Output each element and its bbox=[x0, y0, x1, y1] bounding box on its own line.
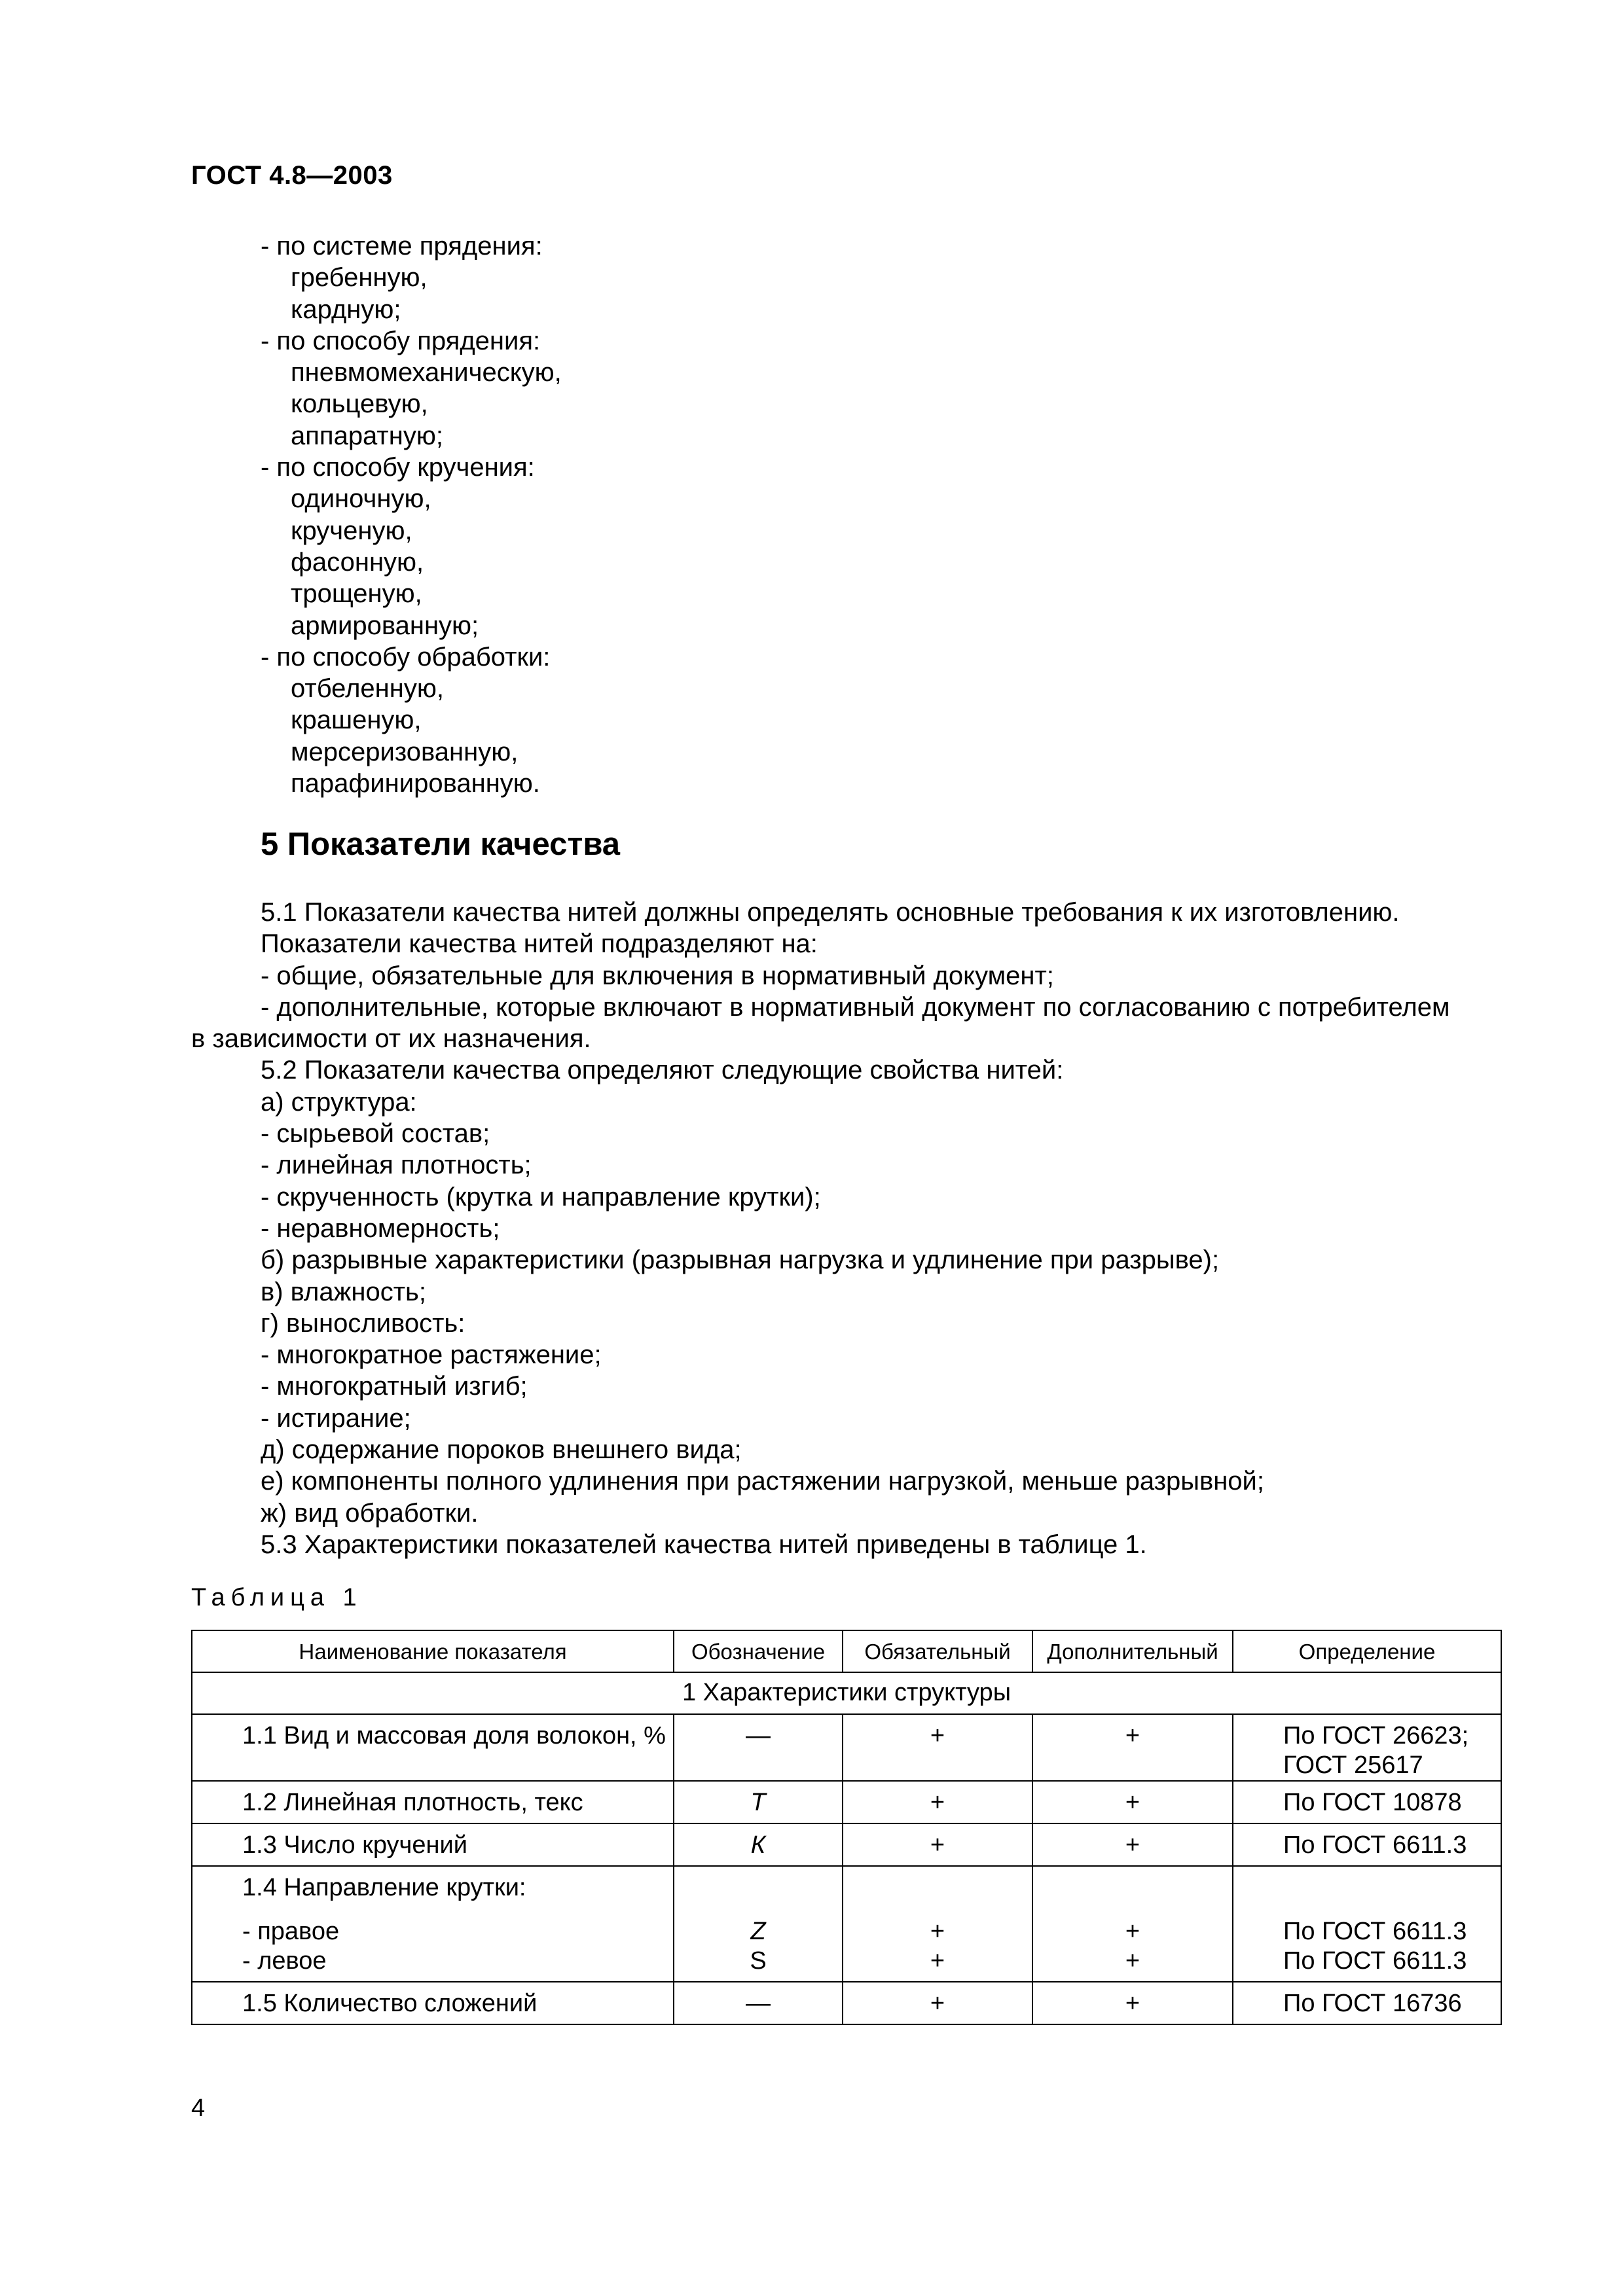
list-item: мерсеризованную, bbox=[291, 737, 519, 766]
cell-definition: По ГОСТ 16736 bbox=[1233, 1982, 1501, 2024]
section-body bbox=[191, 897, 1501, 1560]
symbol-right: Z bbox=[750, 1918, 766, 1945]
mandatory-left: + bbox=[930, 1947, 945, 1975]
list-item: кардную; bbox=[291, 295, 401, 324]
cell-name bbox=[192, 1866, 674, 1982]
table-row bbox=[192, 1781, 1501, 1823]
document-code: ГОСТ 4.8—2003 bbox=[191, 161, 393, 190]
additional-left: + bbox=[1125, 1947, 1140, 1975]
list-item: парафинированную. bbox=[291, 769, 540, 798]
paragraph-line: 5.1 Показатели качества нитей должны определять основные требования к их изготовлению. bbox=[261, 898, 1400, 927]
classification-list bbox=[261, 230, 562, 799]
paragraph-line: д) содержание пороков внешнего вида; bbox=[261, 1435, 742, 1465]
list-item: одиночную, bbox=[291, 484, 431, 514]
paragraph-line: в) влажность; bbox=[261, 1277, 426, 1306]
cell-symbol: К bbox=[674, 1823, 843, 1866]
paragraph-line: е) компоненты полного удлинения при растяжении нагрузкой, меньше разрывной; bbox=[261, 1467, 1265, 1496]
list-item: пневмомеханическую, bbox=[291, 358, 562, 387]
list-item: трощеную, bbox=[291, 579, 422, 609]
page-number: 4 bbox=[191, 2094, 206, 2122]
paragraph-line: - истирание; bbox=[261, 1403, 411, 1433]
cell-symbol: — bbox=[674, 1982, 843, 2024]
list-item: кольцевую, bbox=[291, 389, 428, 419]
list-item: - по способу кручения: bbox=[261, 453, 535, 482]
cell-mandatory bbox=[843, 1866, 1032, 1982]
cell-additional bbox=[1032, 1866, 1233, 1982]
paragraph-line: - линейная плотность; bbox=[261, 1151, 532, 1180]
cell-mandatory: + bbox=[843, 1823, 1032, 1866]
paragraph-line: - сырьевой состав; bbox=[261, 1119, 490, 1149]
list-item: - по способу обработки: bbox=[261, 642, 551, 672]
symbol-left: S bbox=[750, 1947, 767, 1975]
cell-definition bbox=[1233, 1866, 1501, 1982]
cell-definition: По ГОСТ 6611.3 bbox=[1233, 1823, 1501, 1866]
definition-line: ГОСТ 25617 bbox=[1283, 1751, 1423, 1779]
list-item: отбеленную, bbox=[291, 674, 444, 704]
section-title: 5 Показатели качества bbox=[261, 827, 621, 862]
header-definition: Определение bbox=[1233, 1630, 1501, 1672]
paragraph-line: - скрученность (крутка и направление крутки); bbox=[261, 1182, 821, 1211]
list-item: армированную; bbox=[291, 611, 479, 640]
additional-right: + bbox=[1125, 1918, 1140, 1945]
list-item: - по способу прядения: bbox=[261, 326, 541, 355]
cell-symbol bbox=[674, 1866, 843, 1982]
definition-right: По ГОСТ 6611.3 bbox=[1283, 1918, 1467, 1945]
table-section-row bbox=[192, 1672, 1501, 1714]
cell-mandatory: + bbox=[843, 1714, 1032, 1781]
paragraph-line: г) выносливость: bbox=[261, 1308, 465, 1338]
table-header-row bbox=[192, 1630, 1501, 1672]
cell-mandatory: + bbox=[843, 1982, 1032, 2024]
table-caption: Таблица 1 bbox=[191, 1584, 363, 1611]
header-additional: Дополнительный bbox=[1032, 1630, 1233, 1672]
paragraph-line: - многократный изгиб; bbox=[261, 1372, 528, 1401]
cell-name: 1.5 Количество сложений bbox=[192, 1982, 674, 2024]
subitem-right: - правое bbox=[242, 1918, 340, 1945]
paragraph-line: - общие, обязательные для включения в нормативный документ; bbox=[261, 961, 1054, 990]
paragraph-line: в зависимости от их назначения. bbox=[191, 1024, 591, 1054]
cell-name: 1.1 Вид и массовая доля волокон, % bbox=[192, 1714, 674, 1781]
cell-name: 1.2 Линейная плотность, текс bbox=[192, 1781, 674, 1823]
table-row bbox=[192, 1866, 1501, 1982]
paragraph-line: ж) вид обработки. bbox=[261, 1498, 479, 1528]
list-item: крученую, bbox=[291, 516, 412, 545]
table-row bbox=[192, 1714, 1501, 1781]
header-mandatory: Обязательный bbox=[843, 1630, 1032, 1672]
mandatory-right: + bbox=[930, 1918, 945, 1945]
subitem-left: - левое bbox=[242, 1947, 327, 1975]
paragraph-line: Показатели качества нитей подразделяют на: bbox=[261, 929, 818, 959]
table-section-title: 1 Характеристики структуры bbox=[192, 1672, 1501, 1714]
cell-mandatory: + bbox=[843, 1781, 1032, 1823]
cell-symbol: — bbox=[674, 1714, 843, 1781]
cell-name: 1.3 Число кручений bbox=[192, 1823, 674, 1866]
cell-additional: + bbox=[1032, 1823, 1233, 1866]
cell-symbol: T bbox=[674, 1781, 843, 1823]
list-item: аппаратную; bbox=[291, 421, 443, 450]
paragraph-line: 5.2 Показатели качества определяют следующие свойства нитей: bbox=[261, 1056, 1064, 1085]
list-item: - по системе прядения: bbox=[261, 232, 543, 260]
paragraph-line: - дополнительные, которые включают в нормативный документ по согласованию с потребителем bbox=[261, 992, 1450, 1022]
cell-additional: + bbox=[1032, 1982, 1233, 2024]
paragraph-line: б) разрывные характеристики (разрывная нагрузка и удлинение при разрыве); bbox=[261, 1246, 1220, 1275]
group-title: 1.4 Направление крутки: bbox=[242, 1874, 526, 1901]
definition-left: По ГОСТ 6611.3 bbox=[1283, 1947, 1467, 1975]
cell-additional: + bbox=[1032, 1781, 1233, 1823]
cell-definition bbox=[1233, 1714, 1501, 1781]
cell-additional: + bbox=[1032, 1714, 1233, 1781]
header-symbol: Обозначение bbox=[674, 1630, 843, 1672]
list-item: фасонную, bbox=[291, 547, 424, 577]
paragraph-line: а) структура: bbox=[261, 1087, 417, 1117]
paragraph-line: 5.3 Характеристики показателей качества нитей приведены в таблице 1. bbox=[261, 1530, 1147, 1559]
list-item: гребенную, bbox=[291, 263, 428, 293]
list-item: крашеную, bbox=[291, 706, 422, 735]
table-row bbox=[192, 1823, 1501, 1866]
header-name: Наименование показателя bbox=[192, 1630, 674, 1672]
paragraph-line: - неравномерность; bbox=[261, 1213, 500, 1243]
definition-line: По ГОСТ 26623; bbox=[1283, 1722, 1469, 1749]
paragraph-line: - многократное растяжение; bbox=[261, 1340, 602, 1370]
table-row bbox=[192, 1982, 1501, 2024]
quality-indicators-table bbox=[191, 1630, 1502, 2025]
cell-definition: По ГОСТ 10878 bbox=[1233, 1781, 1501, 1823]
